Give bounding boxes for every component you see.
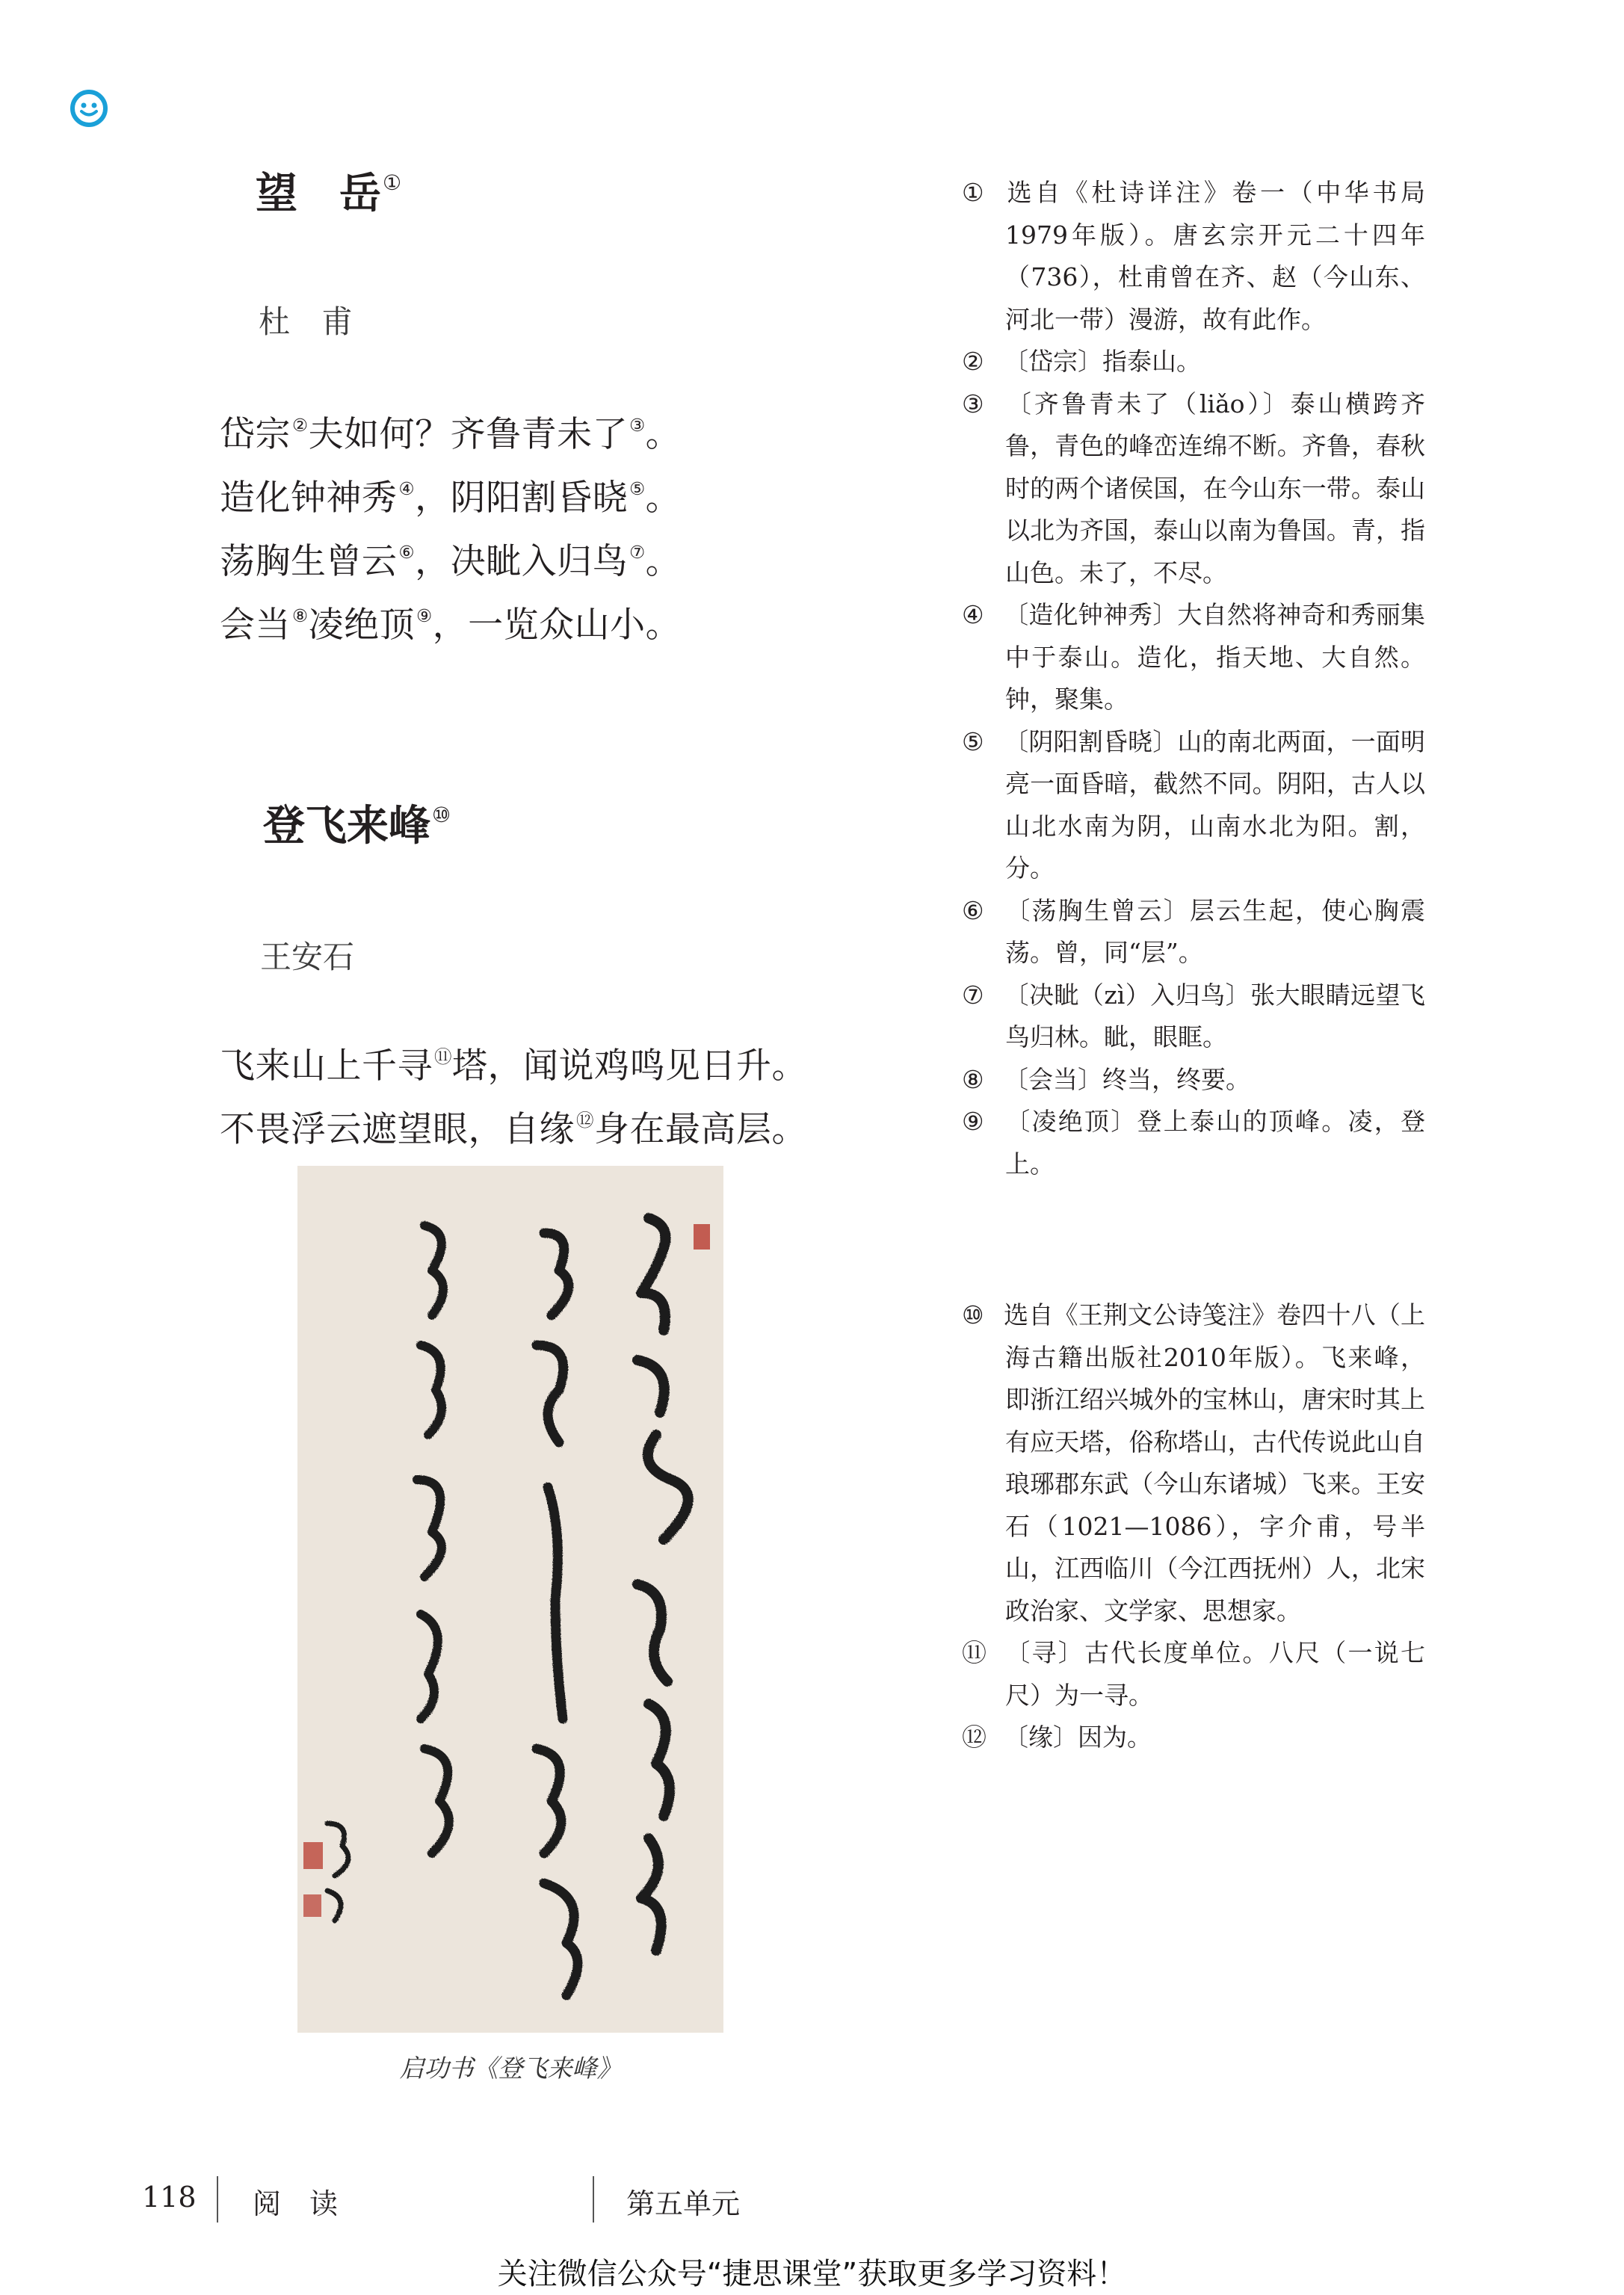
footer-section: 阅 读 (253, 2187, 339, 2220)
calligraphy-artwork (297, 1166, 723, 2033)
poem1-line-3: 荡胸生曾云⑥，决眦入归鸟⑦。 (220, 541, 682, 582)
calligraphy-column-3 (417, 1226, 449, 1853)
poem1-author: 杜 甫 (259, 303, 353, 340)
poem1-line-4: 会当⑧凌绝顶⑨，一览众山小。 (220, 605, 682, 646)
seal-top-right (694, 1224, 710, 1250)
calligraphy-column-2 (537, 1233, 578, 1995)
footer-unit: 第五单元 (626, 2187, 741, 2220)
note-12: ⑫ 〔缘〕因为。 (962, 1723, 1152, 1752)
bottom-notice: 关注微信公众号“捷思课堂”获取更多学习资料！ (497, 2257, 1127, 2291)
notes-poem2 (962, 1294, 1425, 1759)
calligraphy-caption: 启功书《登飞来峰》 (399, 2054, 622, 2083)
note-5: ⑤ 〔阴阳割昏晓〕山的南北两面，一面明亮一面昏暗，截然不同。阴阳，古人以山北水南为阴，山南水北为阳。割，分。 (962, 726, 1425, 883)
seal-bottom-left-1 (303, 1842, 323, 1869)
poem2-title: 登飞来峰⑩ (263, 802, 451, 850)
note-8: ⑧ 〔会当〕终当，终要。 (962, 1064, 1250, 1094)
footer-divider-1 (217, 2176, 218, 2223)
poem1-title: 望 岳① (256, 170, 402, 218)
note-7: ⑦ 〔决眦（zì）入归鸟〕张大眼睛远望飞鸟归林。眦，眼眶。 (962, 980, 1425, 1051)
note-9: ⑨ 〔凌绝顶〕登上泰山的顶峰。凌，登上。 (962, 1107, 1425, 1179)
poem2-line-2: 不畏浮云遮望眼，自缘⑫身在最高层。 (220, 1109, 807, 1150)
calligraphy-signature-strokes (327, 1823, 348, 1921)
poem2-author: 王安石 (260, 939, 355, 975)
smiley-face-icon (69, 88, 109, 129)
seal-bottom-left-2 (303, 1894, 321, 1917)
poem2-title-mark: ⑩ (432, 803, 451, 828)
note-3: ③ 〔齐鲁青未了（liǎo）〕泰山横跨齐鲁，青色的峰峦连绵不断。齐鲁，春秋时的两个诸侯国，在今山东一带。泰山以北为齐国，泰山以南为鲁国。青，指山色。未了，不尽。 (962, 389, 1425, 587)
note-6: ⑥ 〔荡胸生曾云〕层云生起，使心胸震荡。曾，同“层”。 (962, 895, 1425, 967)
calligraphy-column-1 (637, 1218, 688, 1950)
poem1-line-2: 造化钟神秀④，阴阳割昏晓⑤。 (220, 478, 682, 519)
note-11: ⑪ 〔寻〕古代长度单位。八尺（一说七尺）为一寻。 (962, 1638, 1425, 1710)
page-number: 118 (142, 2181, 197, 2214)
note-4: ④ 〔造化钟神秀〕大自然将神奇和秀丽集中于泰山。造化，指天地、大自然。钟，聚集。 (962, 600, 1425, 714)
poem2-line-1: 飞来山上千寻⑪塔，闻说鸡鸣见日升。 (220, 1045, 807, 1087)
poem1-title-mark: ① (383, 170, 402, 196)
notes-poem1 (962, 172, 1425, 1185)
footer-divider-2 (593, 2176, 594, 2223)
calligraphy-image (297, 1166, 723, 2033)
note-10: ⑩ 选自《王荆文公诗笺注》卷四十八（上海古籍出版社2010年版）。飞来峰，即浙江绍兴城外的宝林山，唐宋时其上有应天塔，俗称塔山，古代传说此山自琅琊郡东武（今山东诸城）飞来。王安石（1021—1086），字介甫，号半山，江西临川（今江西抚州）人，北宋政治家、文学家、思想家。 (962, 1300, 1425, 1625)
note-1: ① 选自《杜诗详注》卷一（中华书局1979年版）。唐玄宗开元二十四年（736），杜甫曾在齐、赵（今山东、河北一带）漫游，故有此作。 (962, 178, 1425, 334)
note-2: ② 〔岱宗〕指泰山。 (962, 347, 1201, 376)
poem1-line-1: 岱宗②夫如何？齐鲁青未了③。 (220, 414, 682, 455)
